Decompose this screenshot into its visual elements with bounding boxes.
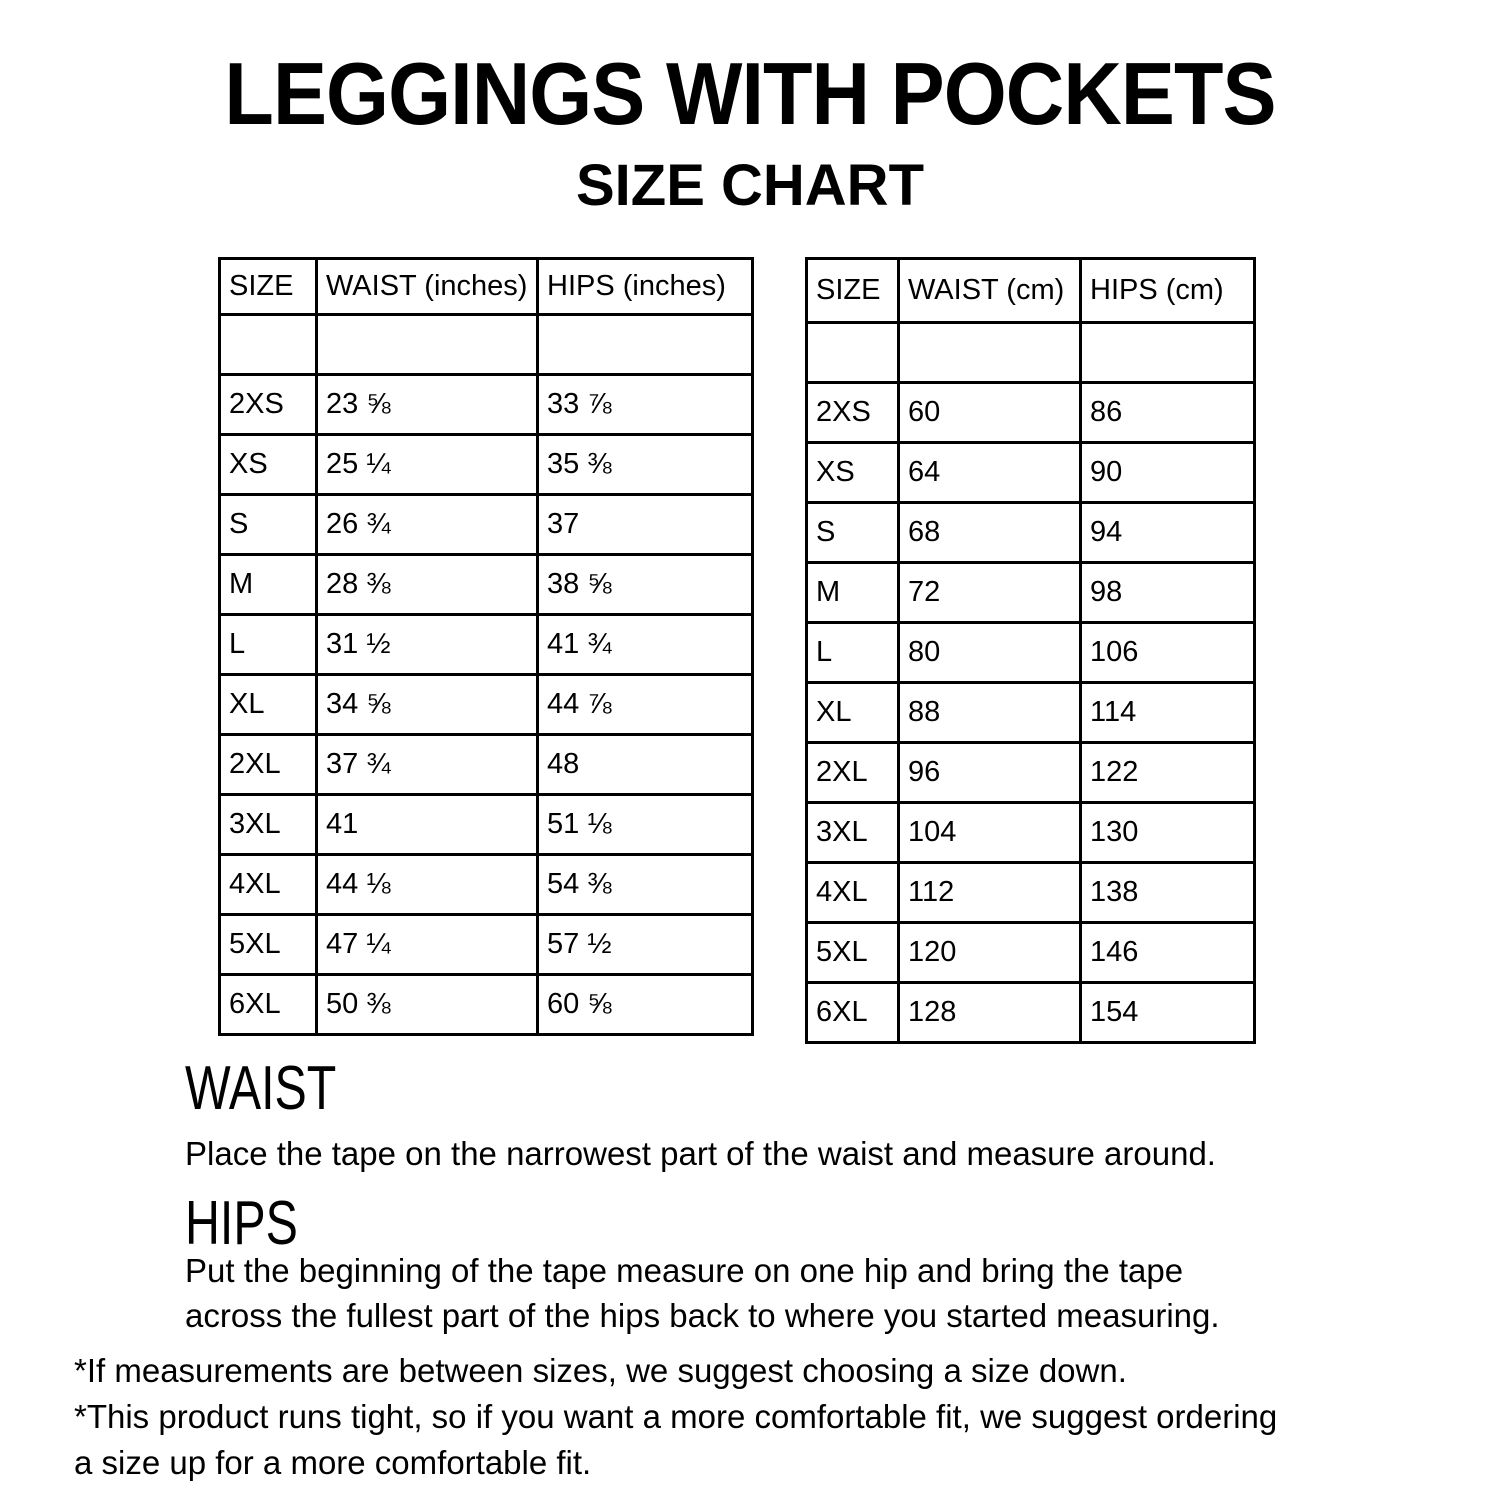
- waist-cell: 23 ⅝: [317, 375, 538, 435]
- waist-cell: 104: [899, 803, 1081, 863]
- empty-row: [807, 323, 1255, 383]
- waist-section-heading: WAIST: [185, 1054, 337, 1123]
- waist-instructions: Place the tape on the narrowest part of the waist and measure around.: [185, 1135, 1216, 1172]
- hips-cell: 37: [538, 495, 753, 555]
- hips-cell: 35 ⅜: [538, 435, 753, 495]
- col-header-waist-cm: WAIST (cm): [899, 259, 1081, 323]
- empty-row: [220, 315, 753, 375]
- size-cell: XL: [220, 675, 317, 735]
- size-row: [220, 375, 753, 435]
- waist-cell: 112: [899, 863, 1081, 923]
- col-header-size: SIZE: [807, 259, 899, 323]
- size-row: [220, 615, 753, 675]
- hips-cell: 57 ½: [538, 915, 753, 975]
- waist-cell: 80: [899, 623, 1081, 683]
- size-cell: S: [220, 495, 317, 555]
- size-row: [807, 683, 1255, 743]
- size-cell: 2XS: [807, 383, 899, 443]
- waist-cell: 88: [899, 683, 1081, 743]
- size-cell: XL: [807, 683, 899, 743]
- footnotes: [74, 1348, 1277, 1486]
- size-table-cm: [805, 257, 1256, 1044]
- size-cell: 4XL: [807, 863, 899, 923]
- footnote-runs-tight-line-1: *This product runs tight, so if you want a more comfortable fit, we suggest ordering: [74, 1398, 1278, 1435]
- hips-cell: 114: [1081, 683, 1255, 743]
- waist-cell: 96: [899, 743, 1081, 803]
- empty-cell: [899, 323, 1081, 383]
- hips-cell: 38 ⅝: [538, 555, 753, 615]
- size-row: [220, 855, 753, 915]
- hips-cell: 33 ⅞: [538, 375, 753, 435]
- waist-cell: 60: [899, 383, 1081, 443]
- size-cell: M: [220, 555, 317, 615]
- size-row: [220, 975, 753, 1035]
- hips-cell: 154: [1081, 983, 1255, 1043]
- size-row: [220, 675, 753, 735]
- hips-cell: 44 ⅞: [538, 675, 753, 735]
- size-row: [807, 803, 1255, 863]
- waist-cell: 128: [899, 983, 1081, 1043]
- hips-cell: 60 ⅝: [538, 975, 753, 1035]
- size-cell: XS: [807, 443, 899, 503]
- waist-cell: 68: [899, 503, 1081, 563]
- hips-cell: 41 ¾: [538, 615, 753, 675]
- waist-cell: 37 ¾: [317, 735, 538, 795]
- table-header-row: [220, 259, 753, 315]
- col-header-size: SIZE: [220, 259, 317, 315]
- footnote-runs-tight-line-2: a size up for a more comfortable fit.: [74, 1444, 592, 1481]
- page-subtitle: SIZE CHART: [576, 153, 924, 218]
- size-cell: S: [807, 503, 899, 563]
- empty-cell: [317, 315, 538, 375]
- size-row: [807, 503, 1255, 563]
- waist-cell: 44 ⅛: [317, 855, 538, 915]
- col-header-waist-inches: WAIST (inches): [317, 259, 538, 315]
- hips-cell: 94: [1081, 503, 1255, 563]
- waist-cell: 47 ¼: [317, 915, 538, 975]
- hips-cell: 146: [1081, 923, 1255, 983]
- size-row: [807, 983, 1255, 1043]
- size-row: [220, 495, 753, 555]
- waist-cell: 31 ½: [317, 615, 538, 675]
- waist-cell: 50 ⅜: [317, 975, 538, 1035]
- hips-cell: 106: [1081, 623, 1255, 683]
- empty-cell: [807, 323, 899, 383]
- hips-cell: 51 ⅛: [538, 795, 753, 855]
- size-cell: XS: [220, 435, 317, 495]
- size-row: [807, 923, 1255, 983]
- size-row: [220, 795, 753, 855]
- size-row: [220, 555, 753, 615]
- hips-section-heading: HIPS: [185, 1189, 298, 1258]
- size-row: [807, 443, 1255, 503]
- table-header-row: [807, 259, 1255, 323]
- size-cell: 2XL: [220, 735, 317, 795]
- empty-cell: [538, 315, 753, 375]
- size-row: [807, 743, 1255, 803]
- hips-instructions-line-2: across the fullest part of the hips back to where you started measuring.: [185, 1297, 1220, 1334]
- page-title: LEGGINGS WITH POCKETS: [224, 44, 1276, 143]
- size-row: [220, 915, 753, 975]
- size-cell: 2XL: [807, 743, 899, 803]
- waist-cell: 41: [317, 795, 538, 855]
- hips-cell: 98: [1081, 563, 1255, 623]
- size-cell: 2XS: [220, 375, 317, 435]
- hips-cell: 48: [538, 735, 753, 795]
- waist-cell: 64: [899, 443, 1081, 503]
- col-header-hips-inches: HIPS (inches): [538, 259, 753, 315]
- size-cell: 5XL: [807, 923, 899, 983]
- footnote-size-down: *If measurements are between sizes, we suggest choosing a size down.: [74, 1352, 1127, 1389]
- size-row: [220, 435, 753, 495]
- waist-cell: 120: [899, 923, 1081, 983]
- hips-instructions: [185, 1248, 1220, 1338]
- size-row: [807, 383, 1255, 443]
- size-row: [807, 863, 1255, 923]
- waist-cell: 26 ¾: [317, 495, 538, 555]
- empty-cell: [220, 315, 317, 375]
- hips-instructions-line-1: Put the beginning of the tape measure on one hip and bring the tape: [185, 1252, 1184, 1289]
- col-header-hips-cm: HIPS (cm): [1081, 259, 1255, 323]
- size-table-inches: [218, 257, 754, 1036]
- size-row: [807, 623, 1255, 683]
- size-row: [807, 563, 1255, 623]
- hips-cell: 138: [1081, 863, 1255, 923]
- hips-cell: 130: [1081, 803, 1255, 863]
- size-row: [220, 735, 753, 795]
- hips-cell: 122: [1081, 743, 1255, 803]
- waist-cell: 34 ⅝: [317, 675, 538, 735]
- size-cell: 5XL: [220, 915, 317, 975]
- size-cell: M: [807, 563, 899, 623]
- size-cell: 6XL: [220, 975, 317, 1035]
- waist-cell: 25 ¼: [317, 435, 538, 495]
- size-cell: L: [807, 623, 899, 683]
- hips-cell: 90: [1081, 443, 1255, 503]
- size-cell: 6XL: [807, 983, 899, 1043]
- size-cell: 3XL: [220, 795, 317, 855]
- waist-cell: 28 ⅜: [317, 555, 538, 615]
- waist-cell: 72: [899, 563, 1081, 623]
- size-cell: L: [220, 615, 317, 675]
- empty-cell: [1081, 323, 1255, 383]
- size-cell: 3XL: [807, 803, 899, 863]
- hips-cell: 54 ⅜: [538, 855, 753, 915]
- hips-cell: 86: [1081, 383, 1255, 443]
- size-cell: 4XL: [220, 855, 317, 915]
